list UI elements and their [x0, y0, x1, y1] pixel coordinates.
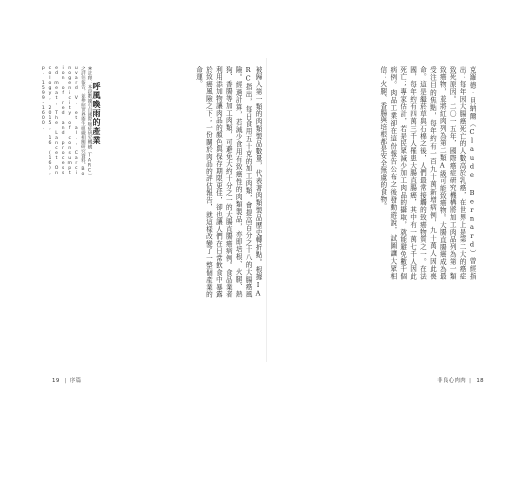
footnote-text: 註釋：本段數據引自國際癌症研究機構（IARC）之評估報告，並參照世界衛生組織相關研究資料。Bouvard V. et al., Carcinogenicity of consumption of red and processed meat, The Lancet Oncology, 2015, 16 (16), p. 1599-1600.: [40, 66, 92, 179]
left-folio: [50, 376, 81, 384]
right-folio: [437, 376, 486, 384]
book-spread: [40, 58, 486, 384]
right-running-head: 非良心肉肉: [437, 378, 467, 384]
left-page-number: 19: [52, 378, 60, 384]
footnote-marker: ＊: [87, 66, 92, 71]
gutter-divider: [266, 58, 267, 362]
folio-separator: |: [64, 378, 67, 384]
right-body-text: 克羅德‧貝納爾（Claude Bernard）曾經指出：每年因大腸癌死亡的人數高於乳癌，在世界上是第二大的癌症致死原因。二〇一五年，國際癌症研究機構將加工肉品列為第一類致癌物，並將紅肉列為第二類A級可能致癌物。大腸直腸癌成為最受注目的焦點，每年約有一百九十萬新增病例，九十萬人因此喪命。這是繼菸草與石棉之後，人們最常接觸的致癌物質之一。在法國，每年約有四萬三千人罹患大腸直腸癌，其中有一萬七千人因此死亡；專家估計，若是民眾減少加工肉品的攝取，就能避免數千個病例。肉品工業卻在這份報告公布之後發動遊說，試圖讓大眾相信：火腿、香腸與培根都是安全無虞的食物。: [378, 66, 476, 280]
folio-separator: |: [469, 378, 472, 384]
left-page: [40, 58, 262, 362]
left-body-text: 被歸入第一類的肉類製品數量，代表著肉類製品歷史轉折點。根據IARC指出，每日食用五十克的加工肉類，會提高百分之十八的大腸癌風險。經過計算，若減少食用有致癌性的肉類製品，亦即培根、火腿、熱狗、香腸等加工肉類，可避免大約十分之一的大腸直腸癌病例。食品業者利用添加物讓肉品的顏色與保存期限更佳，卻也讓人們在日常飲食中暴露於致癌風險之下；一份關於肉品的評估報告，就這樣改變了一整個產業的命運。: [194, 66, 262, 298]
footnotes: [40, 66, 92, 179]
right-page: [274, 58, 486, 362]
right-page-number: 18: [476, 378, 484, 384]
left-running-head: 序篇: [69, 378, 82, 384]
section-heading: 呼風喚雨的產業: [92, 82, 101, 145]
